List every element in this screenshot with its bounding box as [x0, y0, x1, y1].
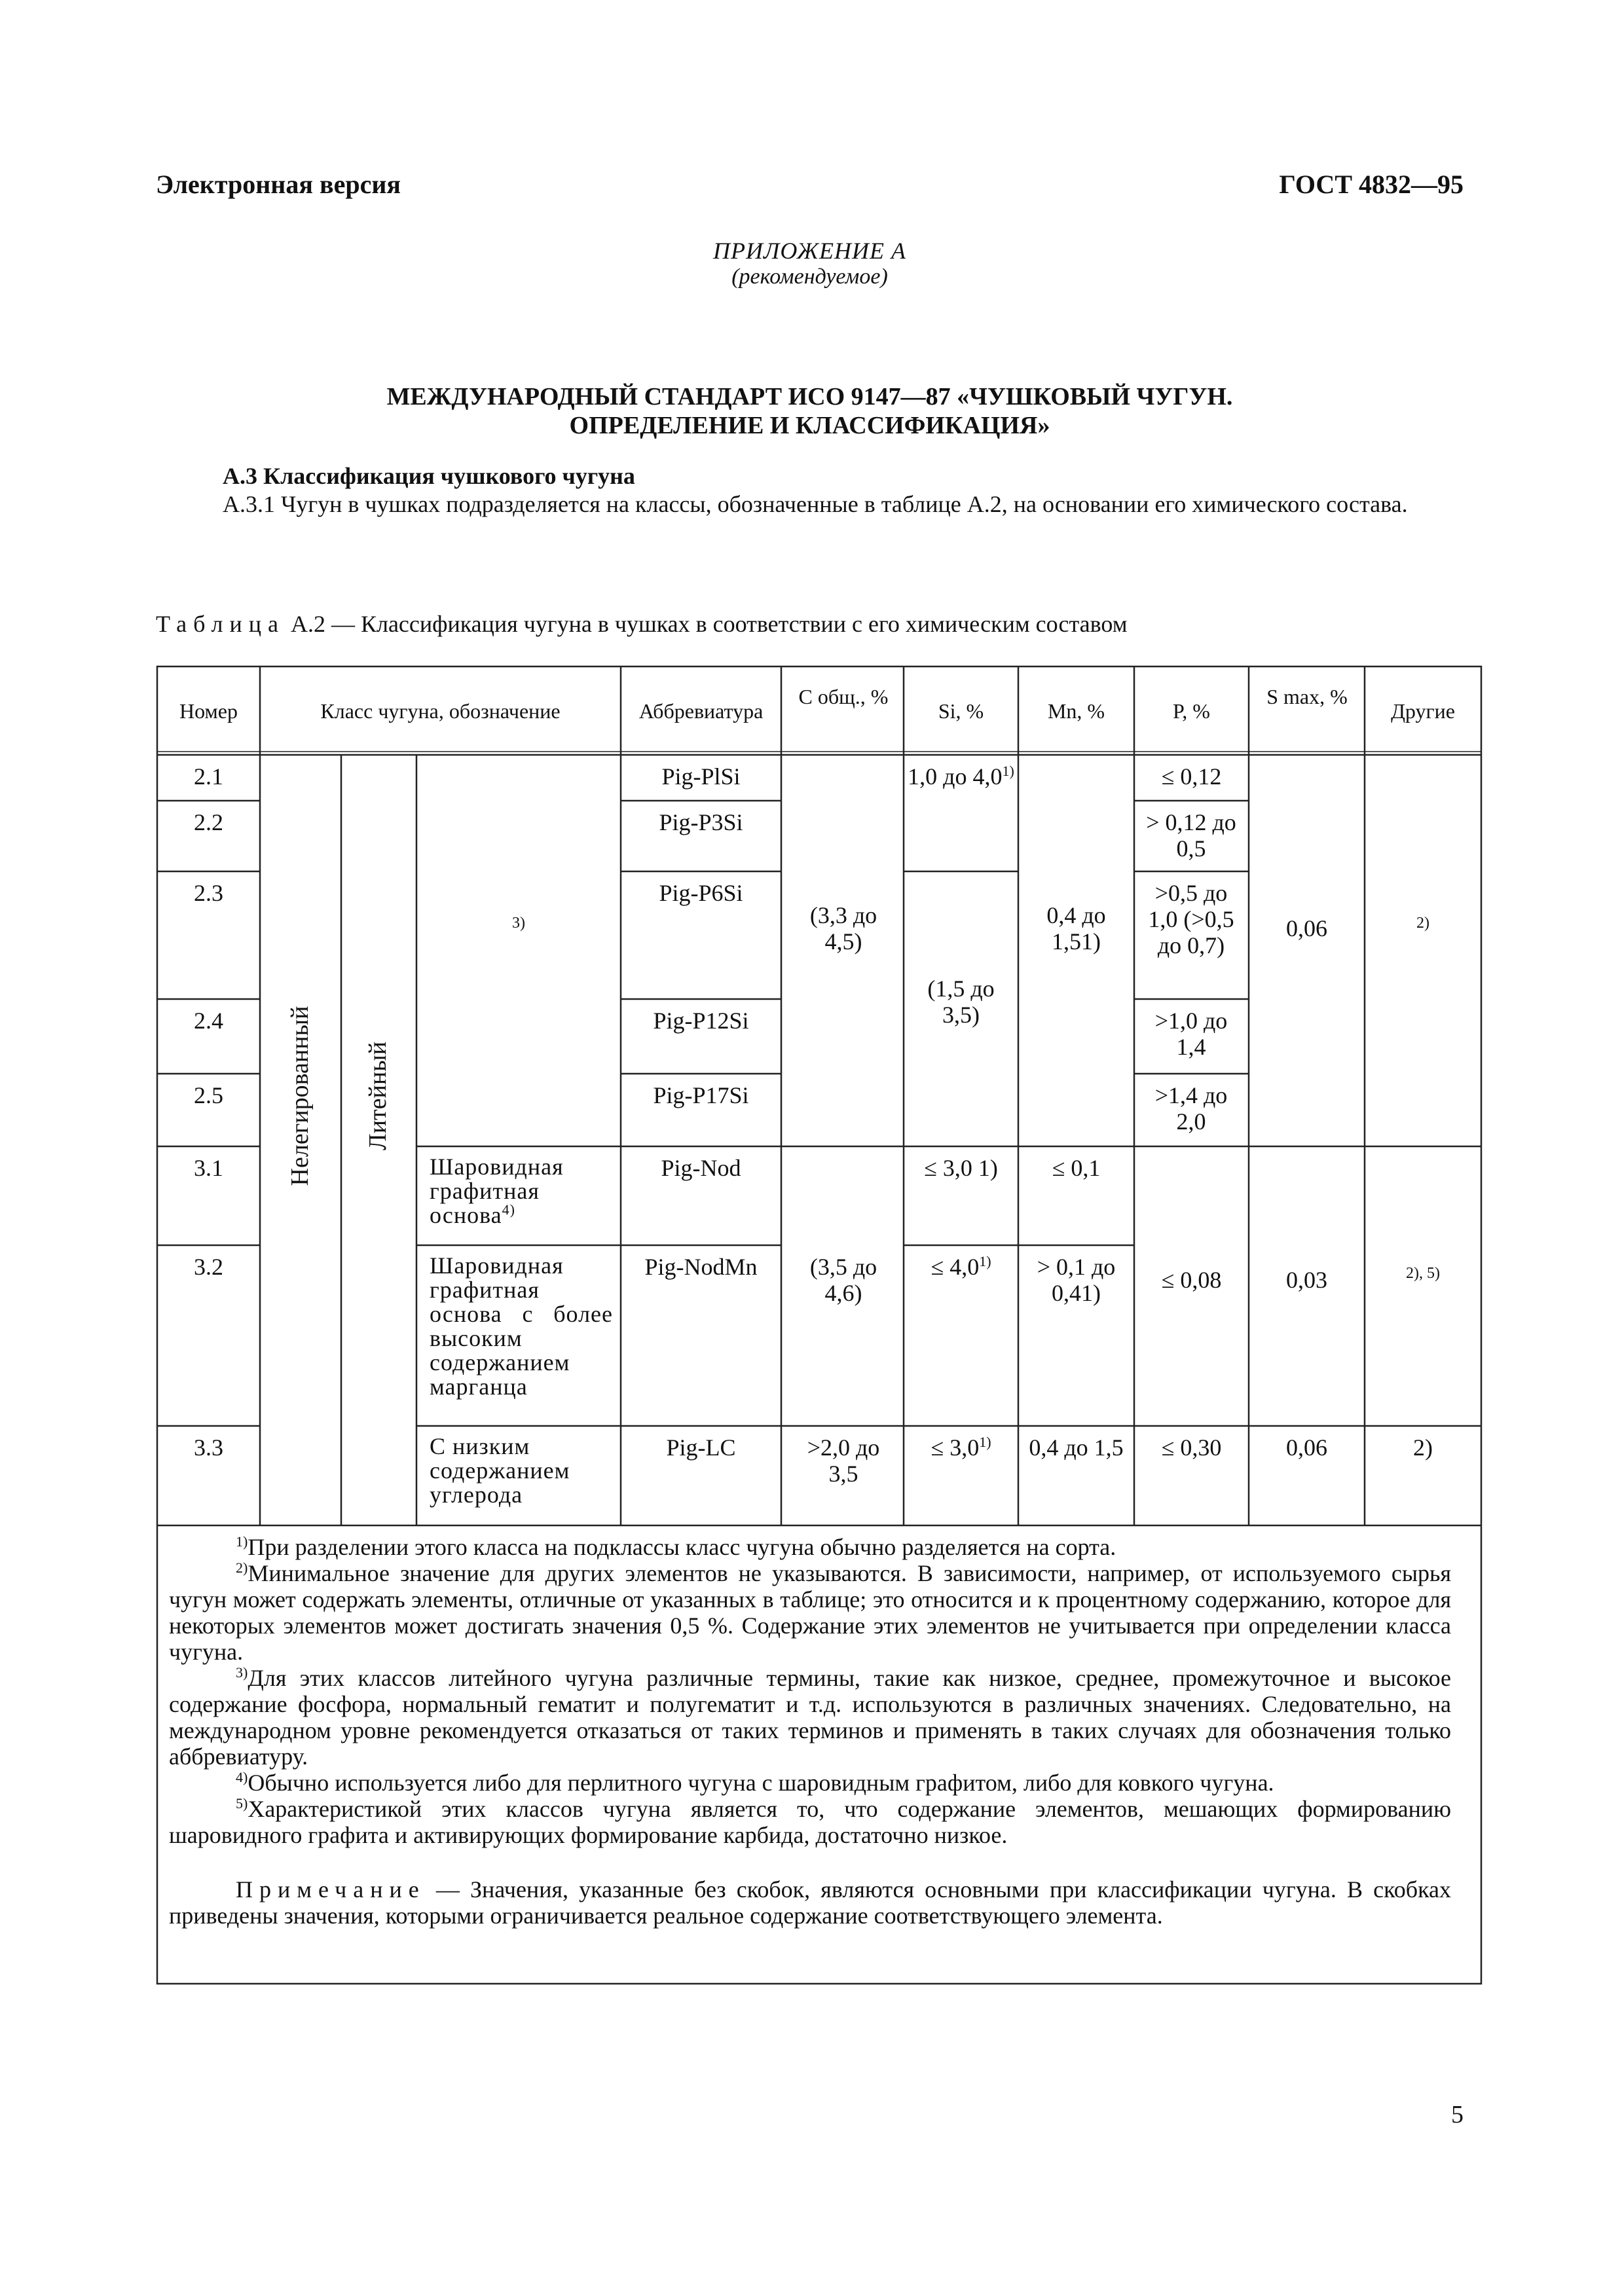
group-foundry: Литейный	[364, 1041, 392, 1151]
si-2-1-2-2-value: 1,0 до 4,0	[908, 763, 1003, 790]
class-ref-3: 3)	[512, 915, 525, 932]
row-3-3-p: ≤ 0,30	[1161, 1434, 1222, 1461]
row-2-1-abbr: Pig-PlSi	[661, 763, 741, 790]
row-3-2-abbr: Pig-NodMn	[644, 1254, 758, 1280]
row-3-2-si	[904, 1254, 1018, 1280]
row-2-5-abbr: Pig-P17Si	[653, 1082, 749, 1108]
footnote-2	[169, 1560, 1451, 1665]
appendix-title: ПРИЛОЖЕНИЕ А	[713, 238, 906, 264]
footnote-1	[169, 1534, 1451, 1560]
section-heading: А.3 Классификация чушкового чугуна	[223, 463, 635, 489]
row-3-1-class	[430, 1155, 613, 1228]
group-unalloyed: Нелегированный	[286, 1006, 314, 1186]
row-3-3-carbon: >2,0 до 3,5	[807, 1434, 880, 1487]
s-group-3: 0,03	[1286, 1267, 1327, 1293]
row-3-1-class-sup: 4)	[502, 1201, 515, 1218]
row-3-3-si-sup: 1)	[979, 1434, 991, 1450]
row-3-3-abbr: Pig-LC	[666, 1434, 736, 1461]
row-3-3-s: 0,06	[1286, 1434, 1327, 1461]
row-3-2-si-value: ≤ 4,0	[931, 1254, 980, 1280]
standard-title-line1: МЕЖДУНАРОДНЫЙ СТАНДАРТ ИСО 9147—87 «ЧУШКОВЫЙ ЧУГУН.	[386, 383, 1233, 410]
table-note	[169, 1876, 1451, 1929]
row-3-3-other: 2)	[1413, 1434, 1433, 1461]
row-2-5-p: >1,4 до 2,0	[1154, 1082, 1228, 1135]
row-3-3-class: С низким содержанием углерода	[430, 1433, 570, 1508]
row-3-1-number: 3.1	[194, 1155, 223, 1181]
footnote-3-mark: 3)	[236, 1664, 248, 1681]
si-2-3-2-5: (1,5 до 3,5)	[927, 975, 995, 1028]
table-note-text: — Значения, указанные без скобок, являются основными при классификации чугуна. В скобках приведены значения, которыми ограничивается реальное содержание соответствующего элемента.	[169, 1876, 1451, 1929]
row-2-1-p: ≤ 0,12	[1161, 763, 1222, 790]
mn-group-2: 0,4 до 1,51)	[1046, 902, 1106, 955]
header-p: P, %	[1173, 699, 1210, 723]
footnote-5-mark: 5)	[236, 1795, 248, 1812]
header-si: Si, %	[938, 699, 984, 723]
row-2-1-number: 2.1	[194, 763, 223, 790]
row-3-3-number: 3.3	[194, 1434, 223, 1461]
footnote-2-mark: 2)	[236, 1559, 248, 1576]
row-2-3-number: 2.3	[194, 880, 223, 906]
footnote-4	[169, 1770, 1451, 1796]
table-caption-text: А.2 — Классификация чугуна в чушках в соответствии с его химическим составом	[290, 611, 1128, 637]
header-doc-code: ГОСТ 4832—95	[1279, 170, 1464, 199]
si-2-1-2-2-sup: 1)	[1002, 763, 1014, 779]
header-mn: Mn, %	[1047, 699, 1105, 723]
row-3-2-class: Шаровидная графитная основа с более высоким содержанием марганца	[430, 1252, 613, 1400]
row-3-2-number: 3.2	[194, 1254, 223, 1280]
header-s: S max, %	[1266, 685, 1348, 708]
row-3-2-mn: > 0,1 до 0,41)	[1037, 1254, 1116, 1306]
row-3-1-class-text: Шаровидная графитная основа	[430, 1154, 564, 1228]
row-2-2-abbr: Pig-P3Si	[659, 809, 743, 835]
table-note-label: Примечание	[236, 1876, 426, 1903]
row-2-2-number: 2.2	[194, 809, 223, 835]
footnote-1-text: При разделении этого класса на подклассы класс чугуна обычно разделяется на сорта.	[248, 1534, 1116, 1560]
row-3-1-mn: ≤ 0,1	[1052, 1155, 1101, 1181]
other-group-3: 2), 5)	[1406, 1265, 1440, 1282]
row-2-4-number: 2.4	[194, 1008, 223, 1034]
row-3-3-si-value: ≤ 3,0	[931, 1434, 980, 1461]
row-2-5-number: 2.5	[194, 1082, 223, 1108]
header-left: Электронная версия	[156, 170, 401, 199]
footnote-5-text: Характеристикой этих классов чугуна является то, что содержание элементов, мешающих формированию шаровидного графита и активирующих формирование карбида, достаточно низкое.	[169, 1796, 1451, 1848]
footnote-5	[169, 1796, 1451, 1848]
header-abbr: Аббревиатура	[638, 699, 764, 723]
row-3-3-mn: 0,4 до 1,5	[1029, 1434, 1124, 1461]
page-number: 5	[1451, 2101, 1464, 2128]
footnote-4-mark: 4)	[236, 1769, 248, 1785]
section-paragraph: А.3.1 Чугун в чушках подразделяется на классы, обозначенные в таблице А.2, на основании его химического состава.	[223, 491, 1408, 517]
footnote-2-text: Минимальное значение для других элементов не указываются. В зависимости, например, от используемого сырья чугун может содержать элементы, отличные от указанных в таблице; это относится и к процентному содержанию, которое для некоторых элементов может достигать значения 0,5 %. Содержание этих элементов не учитывается при определении класса чугуна.	[169, 1560, 1451, 1665]
header-class: Класс чугуна, обозначение	[320, 699, 561, 723]
row-3-1-abbr: Pig-Nod	[661, 1155, 741, 1181]
row-2-4-abbr: Pig-P12Si	[653, 1008, 749, 1034]
row-2-3-p: >0,5 до 1,0 (>0,5 до 0,7)	[1148, 880, 1234, 958]
carbon-group-3: (3,5 до 4,6)	[809, 1254, 877, 1306]
row-3-2-si-sup: 1)	[979, 1253, 991, 1269]
footnote-3	[169, 1665, 1451, 1770]
header-carbon: С общ., %	[798, 685, 889, 708]
row-3-1-si: ≤ 3,0 1)	[924, 1155, 998, 1181]
s-group-2: 0,06	[1286, 915, 1327, 941]
row-2-2-p: > 0,12 до 0,5	[1146, 809, 1236, 862]
appendix-subtitle: (рекомендуемое)	[731, 264, 888, 289]
other-group-2: 2)	[1416, 915, 1429, 932]
si-2-1-2-2	[904, 763, 1018, 790]
footnote-4-text: Обычно используется либо для перлитного чугуна с шаровидным графитом, либо для ковкого чугуна.	[248, 1770, 1274, 1796]
row-2-4-p: >1,0 до 1,4	[1154, 1008, 1228, 1060]
row-2-3-abbr: Pig-P6Si	[659, 880, 743, 906]
header-other: Другие	[1391, 699, 1455, 723]
carbon-group-2: (3,3 до 4,5)	[809, 902, 877, 955]
standard-title-line2: ОПРЕДЕЛЕНИЕ И КЛАССИФИКАЦИЯ»	[569, 412, 1050, 439]
footnote-1-mark: 1)	[236, 1533, 248, 1550]
header-number: Номер	[179, 699, 238, 723]
row-3-3-si	[904, 1434, 1018, 1461]
p-group-3: ≤ 0,08	[1161, 1267, 1222, 1293]
footnote-3-text: Для этих классов литейного чугуна различные термины, такие как низкое, среднее, промежуточное и высокое содержание фосфора, нормальный гематит и полугематит и т.д. используются в различных значениях. Следовательно, на международном уровне рекомендуется отказаться от таких терминов и применять в таких случаях для обозначения только аббревиатуру.	[169, 1665, 1451, 1770]
table-caption-label: Таблица	[156, 611, 285, 637]
